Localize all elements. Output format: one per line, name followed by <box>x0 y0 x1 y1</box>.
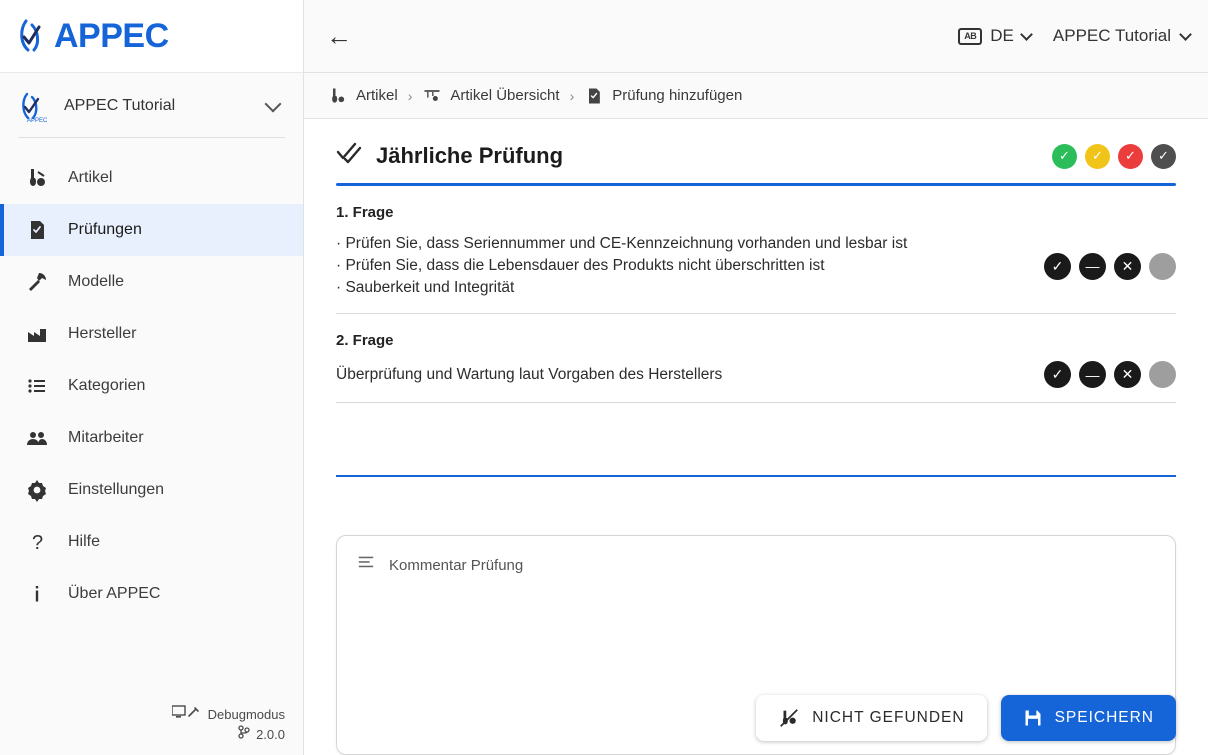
question-text <box>336 233 1030 299</box>
status-pass[interactable]: ✓ <box>1052 144 1077 169</box>
debug-icon <box>172 705 202 725</box>
topbar-right <box>958 26 1190 46</box>
sidebar-divider <box>18 137 285 138</box>
svg-text:APPEC: APPEC <box>27 118 48 123</box>
inspection-icon <box>24 217 50 243</box>
answer-empty[interactable] <box>1149 361 1176 388</box>
sidebar-item-modelle[interactable] <box>0 256 303 308</box>
account-menu[interactable] <box>1053 26 1190 46</box>
answer-na[interactable]: — <box>1079 361 1106 388</box>
answer-fail[interactable]: ✕ <box>1114 361 1141 388</box>
sidebar-item-label: Hilfe <box>68 533 101 550</box>
article-icon <box>328 86 348 106</box>
double-check-icon <box>336 141 362 171</box>
sidebar-item-label: Einstellungen <box>68 481 165 498</box>
action-bar <box>756 695 1176 741</box>
not-found-icon <box>778 707 800 729</box>
answer-option-group <box>1044 253 1176 280</box>
version-row <box>172 725 285 745</box>
question-line: Überprüfung und Wartung laut Vorgaben des Herstellers <box>336 365 723 383</box>
sidebar-item-mitarbeiter[interactable] <box>0 412 303 464</box>
inspection-form <box>304 119 1208 755</box>
save-label: SPEICHERN <box>1054 709 1154 726</box>
question-line: · Prüfen Sie, dass Seriennummer und CE-Kennzeichnung vorhanden und lesbar ist <box>336 235 908 252</box>
sidebar-item-label: Artikel <box>68 169 113 186</box>
gear-icon <box>24 477 50 503</box>
info-icon <box>24 581 50 607</box>
breadcrumb-item-artikel[interactable] <box>328 86 398 106</box>
sidebar-nav <box>0 152 303 620</box>
sidebar-item-label: Kategorien <box>68 377 146 394</box>
sidebar-item-kategorien[interactable] <box>0 360 303 412</box>
question-label: 1. Frage <box>336 204 394 221</box>
sidebar-item-label: Über APPEC <box>68 585 161 602</box>
status-fail[interactable]: ✓ <box>1118 144 1143 169</box>
topbar <box>304 0 1208 73</box>
status-warning[interactable]: ✓ <box>1085 144 1110 169</box>
answer-ok[interactable]: ✓ <box>1044 253 1071 280</box>
not-found-label: NICHT GEFUNDEN <box>812 709 965 726</box>
answer-fail[interactable]: ✕ <box>1114 253 1141 280</box>
answer-ok[interactable]: ✓ <box>1044 361 1071 388</box>
breadcrumb <box>304 73 1208 119</box>
sidebar <box>0 0 304 755</box>
article-icon <box>24 165 50 191</box>
sidebar-item-label: Modelle <box>68 273 125 290</box>
save-button[interactable] <box>1001 695 1176 741</box>
sidebar-item-label: Hersteller <box>68 325 137 342</box>
question-label: 2. Frage <box>336 332 394 349</box>
people-icon <box>24 425 50 451</box>
factory-icon <box>24 321 50 347</box>
list-icon <box>24 373 50 399</box>
chevron-down-icon <box>1020 28 1033 41</box>
question-row <box>336 361 1176 402</box>
sidebar-item-einstellungen[interactable] <box>0 464 303 516</box>
not-found-button[interactable] <box>756 695 986 741</box>
breadcrumb-label: Prüfung hinzufügen <box>612 87 743 104</box>
inspection-header <box>336 135 1176 183</box>
language-selector[interactable] <box>958 26 1031 46</box>
sidebar-item-hersteller[interactable] <box>0 308 303 360</box>
comment-label: Kommentar Prüfung <box>389 556 524 574</box>
comment-lines-icon <box>357 554 375 576</box>
breadcrumb-label: Artikel Übersicht <box>450 87 560 104</box>
sidebar-item-label: Mitarbeiter <box>68 429 144 446</box>
appec-logo-icon <box>18 17 169 56</box>
comment-header <box>357 554 1155 576</box>
sidebar-item-pruefungen[interactable] <box>0 204 303 256</box>
answer-empty[interactable] <box>1149 253 1176 280</box>
brand-header <box>0 0 303 73</box>
account-name: APPEC Tutorial <box>1052 26 1171 45</box>
appec-workspace-icon <box>18 89 52 123</box>
status-selected[interactable]: ✓ <box>1151 144 1176 169</box>
sidebar-item-label: Prüfungen <box>68 221 142 238</box>
workspace-name: APPEC Tutorial <box>64 97 176 114</box>
answer-option-group <box>1044 361 1176 388</box>
page-title: Jährliche Prüfung <box>376 143 564 168</box>
question-row <box>336 233 1176 313</box>
answer-na[interactable]: — <box>1079 253 1106 280</box>
chevron-down-icon <box>1179 28 1192 41</box>
breadcrumb-item-pruefung-hinzufuegen[interactable] <box>584 86 742 106</box>
sidebar-item-artikel[interactable] <box>0 152 303 204</box>
tool-icon <box>24 269 50 295</box>
question-1 <box>336 186 1176 313</box>
question-line: · Prüfen Sie, dass die Lebensdauer des Produkts nicht überschritten ist <box>336 257 825 274</box>
language-icon: AB <box>958 28 982 45</box>
version-label: 2.0.0 <box>256 727 285 742</box>
section-divider <box>336 475 1176 477</box>
add-inspection-icon <box>584 86 604 106</box>
breadcrumb-item-artikel-uebersicht[interactable] <box>422 86 559 106</box>
status-option-group <box>1052 144 1176 169</box>
debug-mode-row[interactable] <box>172 705 285 725</box>
svg-text:?: ? <box>32 532 44 554</box>
question-2 <box>336 314 1176 402</box>
question-line: · Sauberkeit und Integrität <box>336 279 515 296</box>
branch-icon <box>238 725 250 745</box>
appec-mark-icon <box>18 17 52 55</box>
question-icon <box>24 529 50 555</box>
article-overview-icon <box>422 86 442 106</box>
breadcrumb-label: Artikel <box>356 87 398 104</box>
sidebar-item-hilfe[interactable] <box>0 516 303 568</box>
main-area <box>304 0 1208 755</box>
back-arrow-icon[interactable]: ← <box>326 21 352 51</box>
workspace-selector[interactable] <box>0 73 303 137</box>
brand-name: APPEC <box>54 16 169 55</box>
sidebar-item-ueber-appec[interactable] <box>0 568 303 620</box>
breadcrumb-separator: › <box>407 87 413 104</box>
question-text <box>336 364 1030 386</box>
breadcrumb-separator: › <box>569 87 575 104</box>
chevron-down-icon <box>265 95 282 112</box>
sidebar-footer <box>172 705 285 745</box>
save-icon <box>1023 708 1043 728</box>
language-code: DE <box>990 26 1014 45</box>
debug-mode-label: Debugmodus <box>207 707 285 722</box>
